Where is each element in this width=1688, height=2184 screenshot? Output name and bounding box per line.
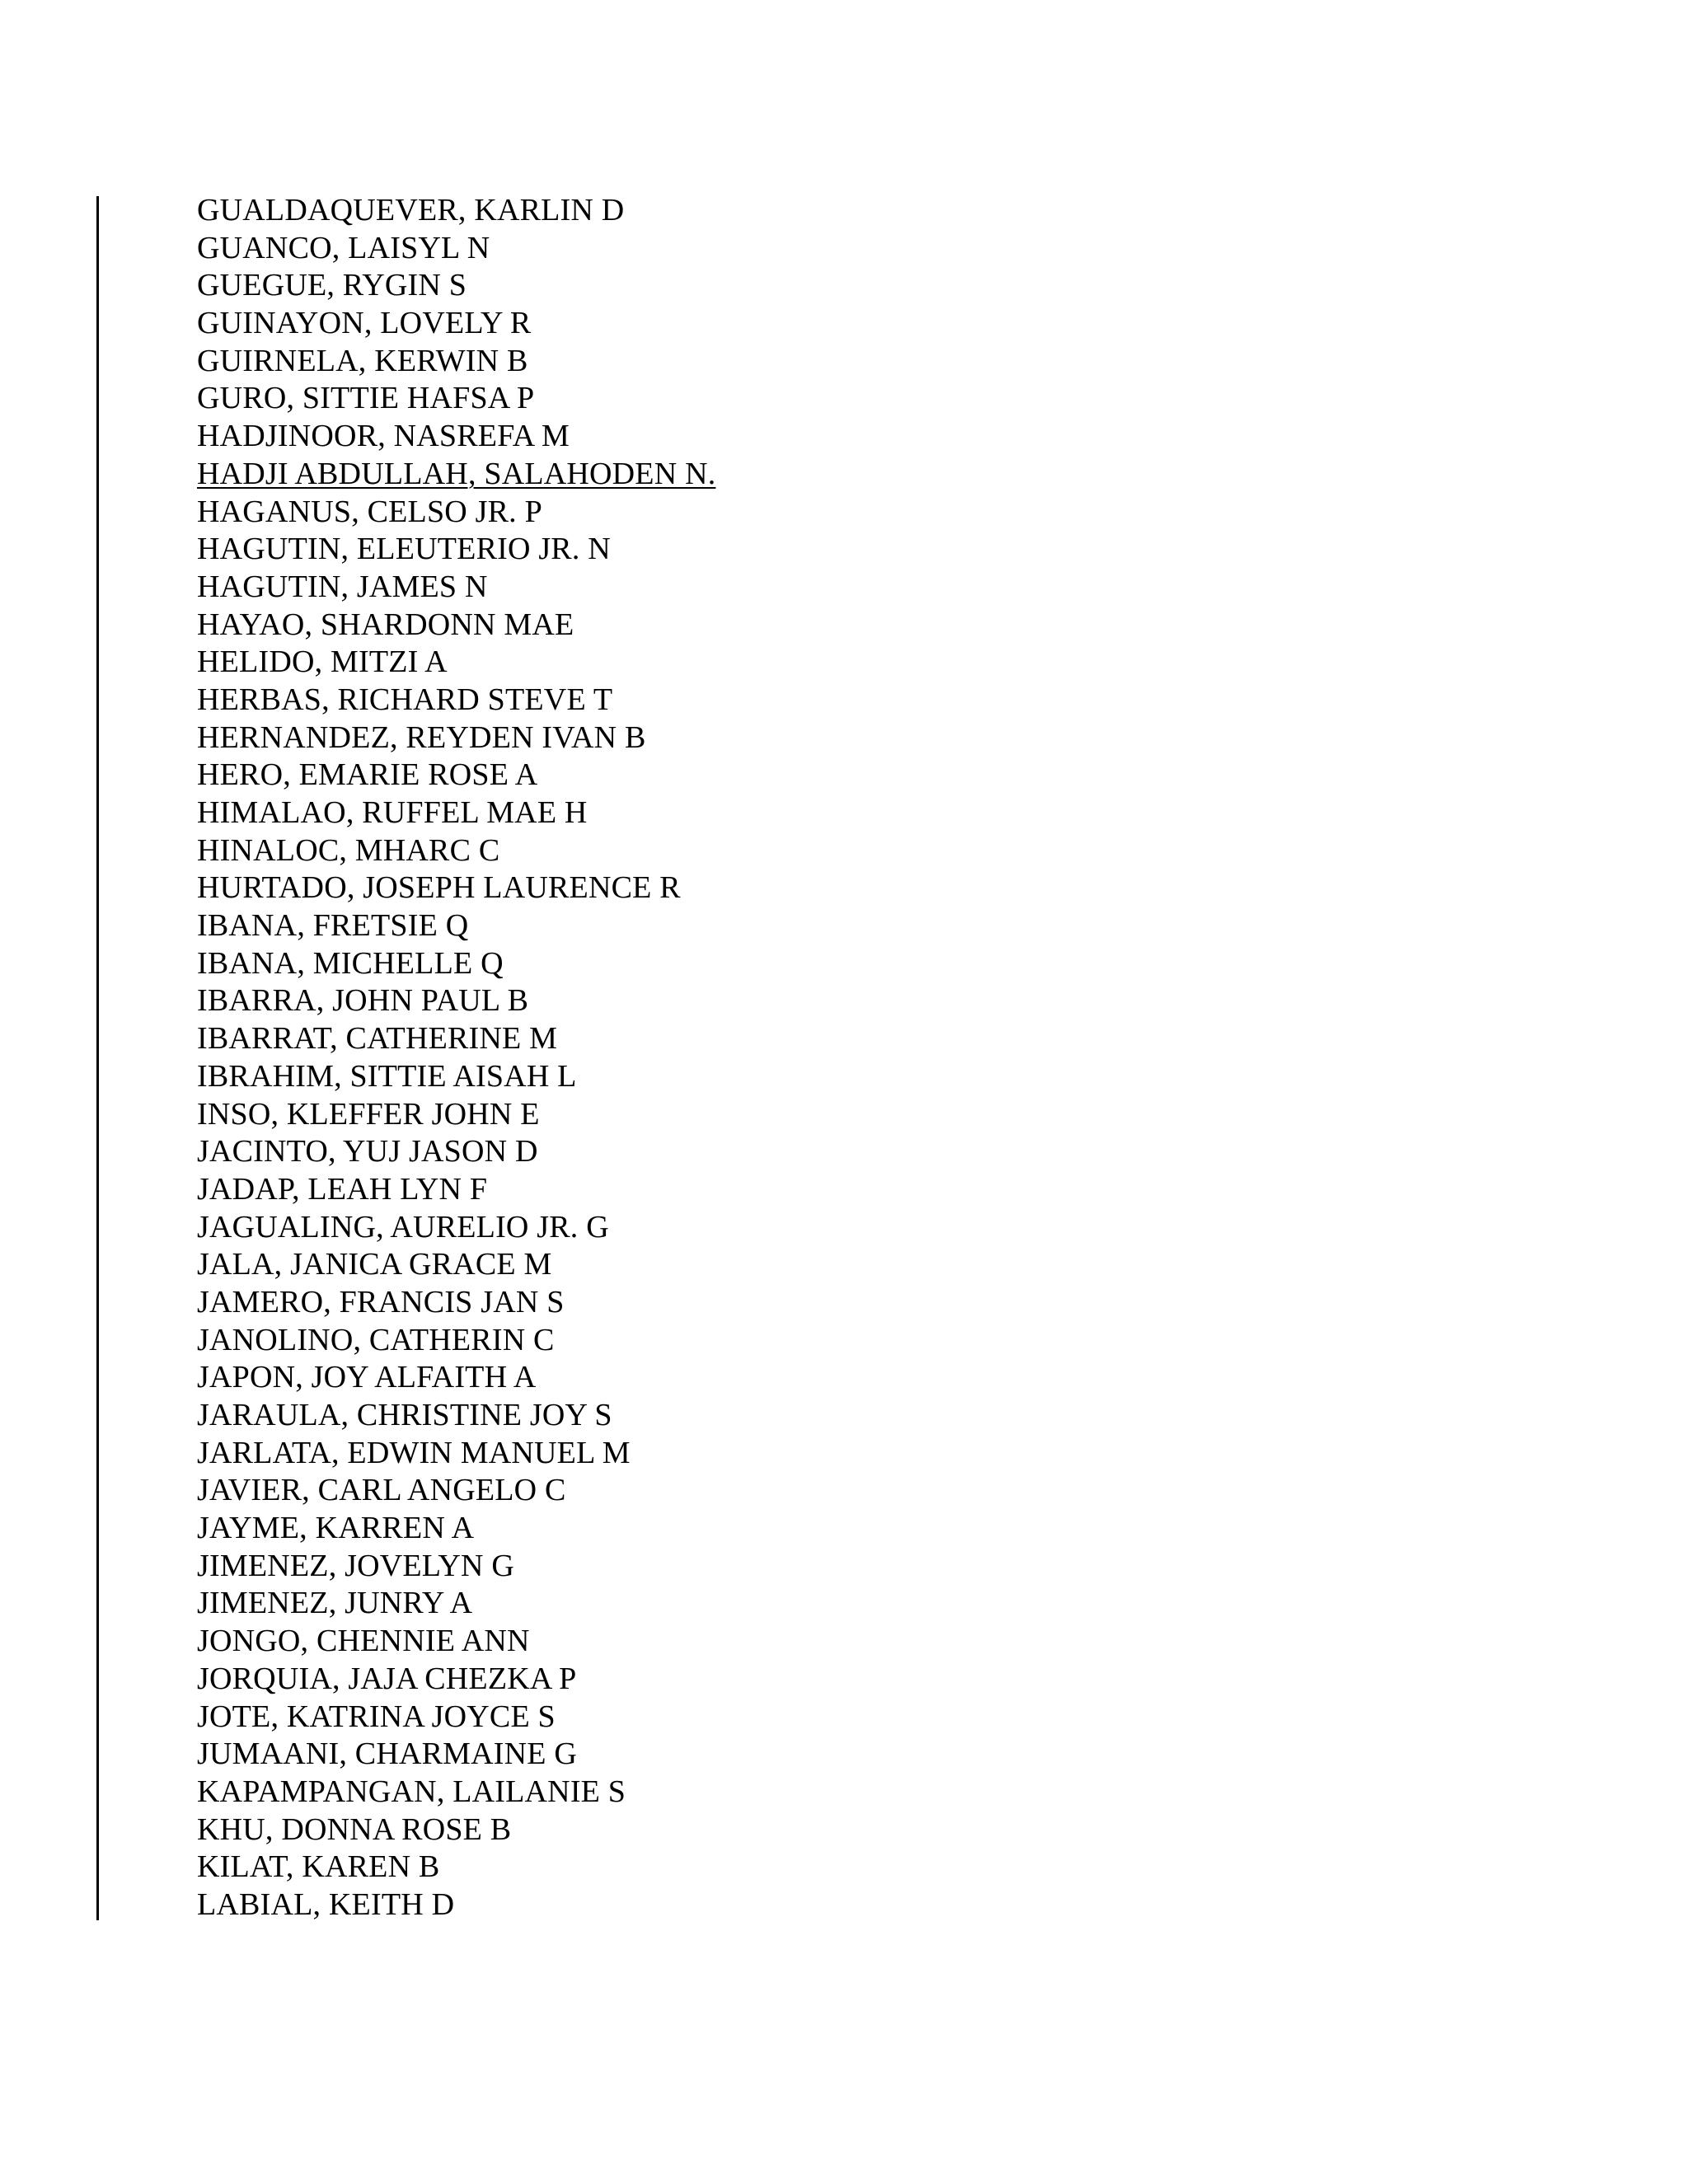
name-entry: HERBAS, RICHARD STEVE T <box>197 682 613 717</box>
name-list <box>197 191 715 1924</box>
name-entry: IBANA, FRETSIE Q <box>197 908 469 944</box>
name-entry: JAPON, JOY ALFAITH A <box>197 1360 537 1395</box>
name-entry: HADJI ABDULLAH, SALAHODEN N. <box>197 456 716 491</box>
name-entry: JAYME, KARREN A <box>197 1511 475 1546</box>
name-entry: LABIAL, KEITH D <box>197 1886 455 1922</box>
name-entry: JAVIER, CARL ANGELO C <box>197 1473 566 1508</box>
name-entry: KILAT, KAREN B <box>197 1849 440 1885</box>
name-entry: JADAP, LEAH LYN F <box>197 1171 488 1207</box>
name-entry: GUIRNELA, KERWIN B <box>197 343 528 378</box>
name-entry: JARLATA, EDWIN MANUEL M <box>197 1435 631 1470</box>
name-entry: GURO, SITTIE HAFSA P <box>197 381 535 416</box>
name-entry: HAGUTIN, JAMES N <box>197 569 488 604</box>
name-entry: JONGO, CHENNIE ANN <box>197 1624 530 1659</box>
name-entry: JANOLINO, CATHERIN C <box>197 1322 555 1357</box>
name-entry: GUALDAQUEVER, KARLIN D <box>197 193 625 227</box>
name-entry: INSO, KLEFFER JOHN E <box>197 1096 540 1132</box>
name-entry: HERNANDEZ, REYDEN IVAN B <box>197 719 646 755</box>
name-entry: JALA, JANICA GRACE M <box>197 1247 552 1282</box>
name-entry: HAGUTIN, ELEUTERIO JR. N <box>197 532 611 567</box>
name-entry: JACINTO, YUJ JASON D <box>197 1134 538 1169</box>
name-entry: JAMERO, FRANCIS JAN S <box>197 1284 565 1319</box>
name-entry: JORQUIA, JAJA CHEZKA P <box>197 1661 577 1696</box>
name-entry: IBANA, MICHELLE Q <box>197 945 504 981</box>
name-entry: GUINAYON, LOVELY R <box>197 306 532 341</box>
name-entry: HELIDO, MITZI A <box>197 644 448 680</box>
name-entry: JOTE, KATRINA JOYCE S <box>197 1699 556 1734</box>
name-entry: GUANCO, LAISYL N <box>197 230 490 265</box>
name-entry: HINALOC, MHARC C <box>197 832 500 868</box>
name-entry: HAGANUS, CELSO JR. P <box>197 494 542 529</box>
name-entry: HURTADO, JOSEPH LAURENCE R <box>197 870 681 906</box>
name-entry: IBRAHIM, SITTIE AISAH L <box>197 1058 577 1094</box>
name-entry: HADJINOOR, NASREFA M <box>197 419 570 454</box>
name-entry: HAYAO, SHARDONN MAE <box>197 607 574 642</box>
name-entry: JIMENEZ, JOVELYN G <box>197 1548 515 1583</box>
name-entry: IBARRAT, CATHERINE M <box>197 1021 558 1057</box>
name-entry: JUMAANI, CHARMAINE G <box>197 1736 578 1772</box>
name-entry: IBARRA, JOHN PAUL B <box>197 983 529 1019</box>
revision-bar <box>96 196 99 1920</box>
name-entry: JARAULA, CHRISTINE JOY S <box>197 1398 612 1432</box>
name-entry: JAGUALING, AURELIO JR. G <box>197 1209 609 1244</box>
name-entry: KHU, DONNA ROSE B <box>197 1811 512 1847</box>
name-entry: HIMALAO, RUFFEL MAE H <box>197 795 588 830</box>
name-entry: HERO, EMARIE ROSE A <box>197 757 538 793</box>
name-entry: KAPAMPANGAN, LAILANIE S <box>197 1774 626 1809</box>
name-entry: JIMENEZ, JUNRY A <box>197 1586 473 1621</box>
name-entry: GUEGUE, RYGIN S <box>197 268 467 303</box>
